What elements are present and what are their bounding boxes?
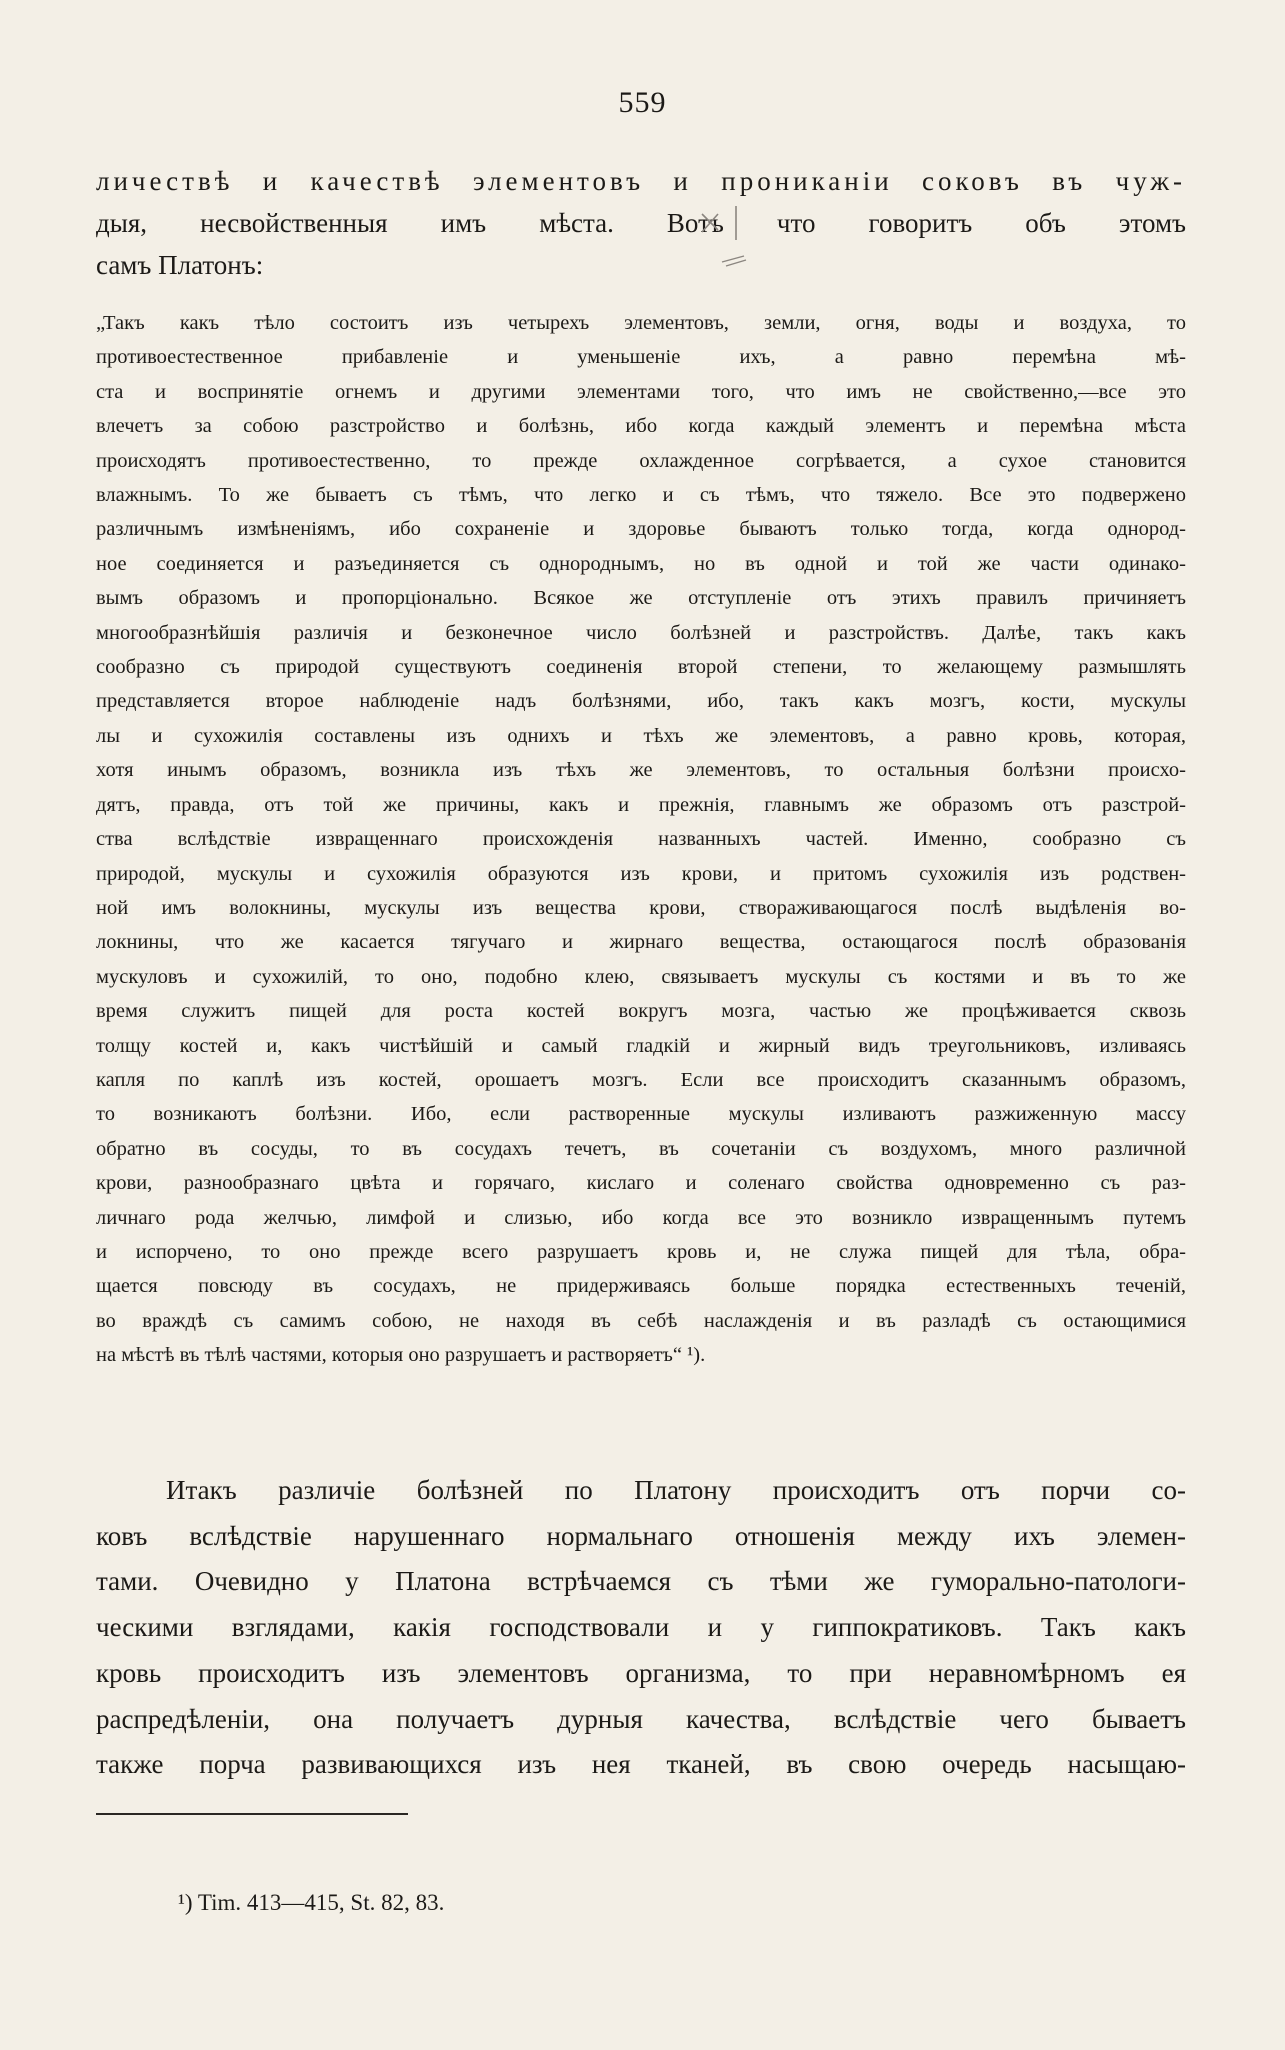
text-line: Итакъ различіе болѣзней по Платону происходитъ отъ порчи со- [166,1475,1186,1505]
text-line: кровь происходитъ изъ элементовъ организма, то при неравномѣрномъ ея [96,1657,1186,1688]
text-line: ковъ вслѣдствіе нарушеннаго нормальнаго отношенія между ихъ элемен- [96,1520,1186,1551]
quote-line: обратно въ сосуды, то въ сосудахъ течетъ, въ сочетаніи съ воздухомъ, много различной [96,1137,1186,1160]
quote-line: природой, мускулы и сухожилія образуются изъ крови, и притомъ сухожилія изъ родствен- [96,862,1186,885]
text-line: личествѣ и качествѣ элементовъ и прониканіи соковъ въ чуж- [96,166,1186,196]
quote-line: сообразно съ природой существуютъ соединенія второй степени, то желающему размышлять [96,656,1186,679]
quote-line: щается повсюду въ сосудахъ, не придерживаясь больше порядка естественныхъ теченій, [96,1275,1186,1298]
quote-line: капля по каплѣ изъ костей, орошаетъ мозгъ. Если все происходитъ сказаннымъ образомъ, [96,1068,1186,1091]
quote-line: ной имъ волокнины, мускулы изъ вещества крови, створаживающагося послѣ выдѣленія во- [96,896,1186,919]
quote-line: личнаго рода желчью, лимфой и слизью, ибо когда все это возникло извращеннымъ путемъ [96,1206,1186,1229]
quote-line: ства вслѣдствіе извращеннаго происхожденія названныхъ частей. Именно, сообразно съ [96,828,1186,851]
quote-line: влажнымъ. То же бываетъ съ тѣмъ, что легко и съ тѣмъ, что тяжело. Все это подвержено [96,484,1186,507]
top-paragraph [96,160,1186,286]
quote-line: представляется второе наблюденіе надъ болѣзнями, ибо, такъ какъ мозгъ, кости, мускулы [96,690,1186,713]
bottom-paragraph [96,1468,1186,1788]
quote-line: локнины, что же касается тягучаго и жирнаго вещества, остающагося послѣ образованія [96,931,1186,954]
quote-line: ное соединяется и разъединяется съ однороднымъ, но въ одной и той же части одинако- [96,552,1186,575]
quote-line: влечетъ за собою разстройство и болѣзнь, ибо когда каждый элементъ и перемѣна мѣста [96,415,1186,438]
quote-line: крови, разнообразнаго цвѣта и горячаго, кислаго и соленаго свойства одновременно съ раз- [96,1172,1186,1195]
quote-line: время служитъ пищей для роста костей вокругъ мозга, частью же процѣживается сквозь [96,1000,1186,1023]
quote-line: многообразнѣйшія различія и безконечное число болѣзней и разстройствъ. Далѣе, такъ какъ [96,621,1186,644]
text-line: также порча развивающихся изъ нея тканей, въ свою очередь насыщаю- [96,1749,1186,1780]
quote-line: различнымъ измѣненіямъ, ибо сохраненіе и здоровье бываютъ только тогда, когда однород- [96,518,1186,541]
page-number: 559 [618,86,667,119]
quote-line: противоестественное прибавленіе и уменьшеніе ихъ, а равно перемѣна мѣ- [96,346,1186,369]
footnote-divider [96,1813,408,1815]
text-line: дыя, несвойственныя имъ мѣста. Вотъ что говоритъ объ этомъ [96,208,1186,238]
quote-line: то возникаютъ болѣзни. Ибо, если растворенные мускулы изливаютъ разжиженную массу [96,1103,1186,1126]
quote-line: происходятъ противоестественно, то прежде охлажденное согрѣвается, а сухое становится [96,449,1186,472]
quote-line: лы и сухожилія составлены изъ однихъ и тѣхъ же элементовъ, а равно кровь, которая, [96,724,1186,747]
text-line: ческими взглядами, какія господствовали и у гиппократиковъ. Такъ какъ [96,1612,1186,1643]
quote-line: мускуловъ и сухожилій, то оно, подобно клею, связываетъ мускулы съ костями и въ то же [96,965,1186,988]
quote-line: и испорчено, то оно прежде всего разрушаетъ кровь и, не служа пищей для тѣла, обра- [96,1240,1186,1263]
quote-line: „Такъ какъ тѣло состоитъ изъ четырехъ элементовъ, земли, огня, воды и воздуха, то [96,312,1186,334]
quote-line: ста и воспринятіе огнемъ и другими элементами того, что имъ не свойственно,—все это [96,380,1186,403]
quote-line: толщу костей и, какъ чистѣйшій и самый гладкій и жирный видъ треугольниковъ, изливаясь [96,1034,1186,1057]
text-line: самъ Платонъ: [96,250,264,280]
quote-line: во враждѣ съ самимъ собою, не находя въ себѣ наслажденія и въ разладѣ съ остающимися [96,1309,1186,1332]
quote-line: на мѣстѣ въ тѣлѣ частями, которыя оно разрушаетъ и растворяетъ“ ¹). [96,1344,706,1367]
text-line: тами. Очевидно у Платона встрѣчаемся съ тѣми же гуморально-патологи- [96,1566,1186,1597]
quote-line: вымъ образомъ и пропорціонально. Всякое же отступленіе отъ этихъ правилъ причиняетъ [96,587,1186,610]
quote-line: дятъ, правда, отъ той же причины, какъ и прежнія, главнымъ же образомъ отъ разстрой- [96,793,1186,816]
platon-quote [96,306,1186,1373]
footnote: ¹) Tim. 413—415, St. 82, 83. [178,1890,445,1915]
quote-line: хотя инымъ образомъ, возникла изъ тѣхъ же элементовъ, то остальныя болѣзни происхо- [96,759,1186,782]
text-line: распредѣленіи, она получаетъ дурныя качества, вслѣдствіе чего бываетъ [96,1703,1186,1734]
